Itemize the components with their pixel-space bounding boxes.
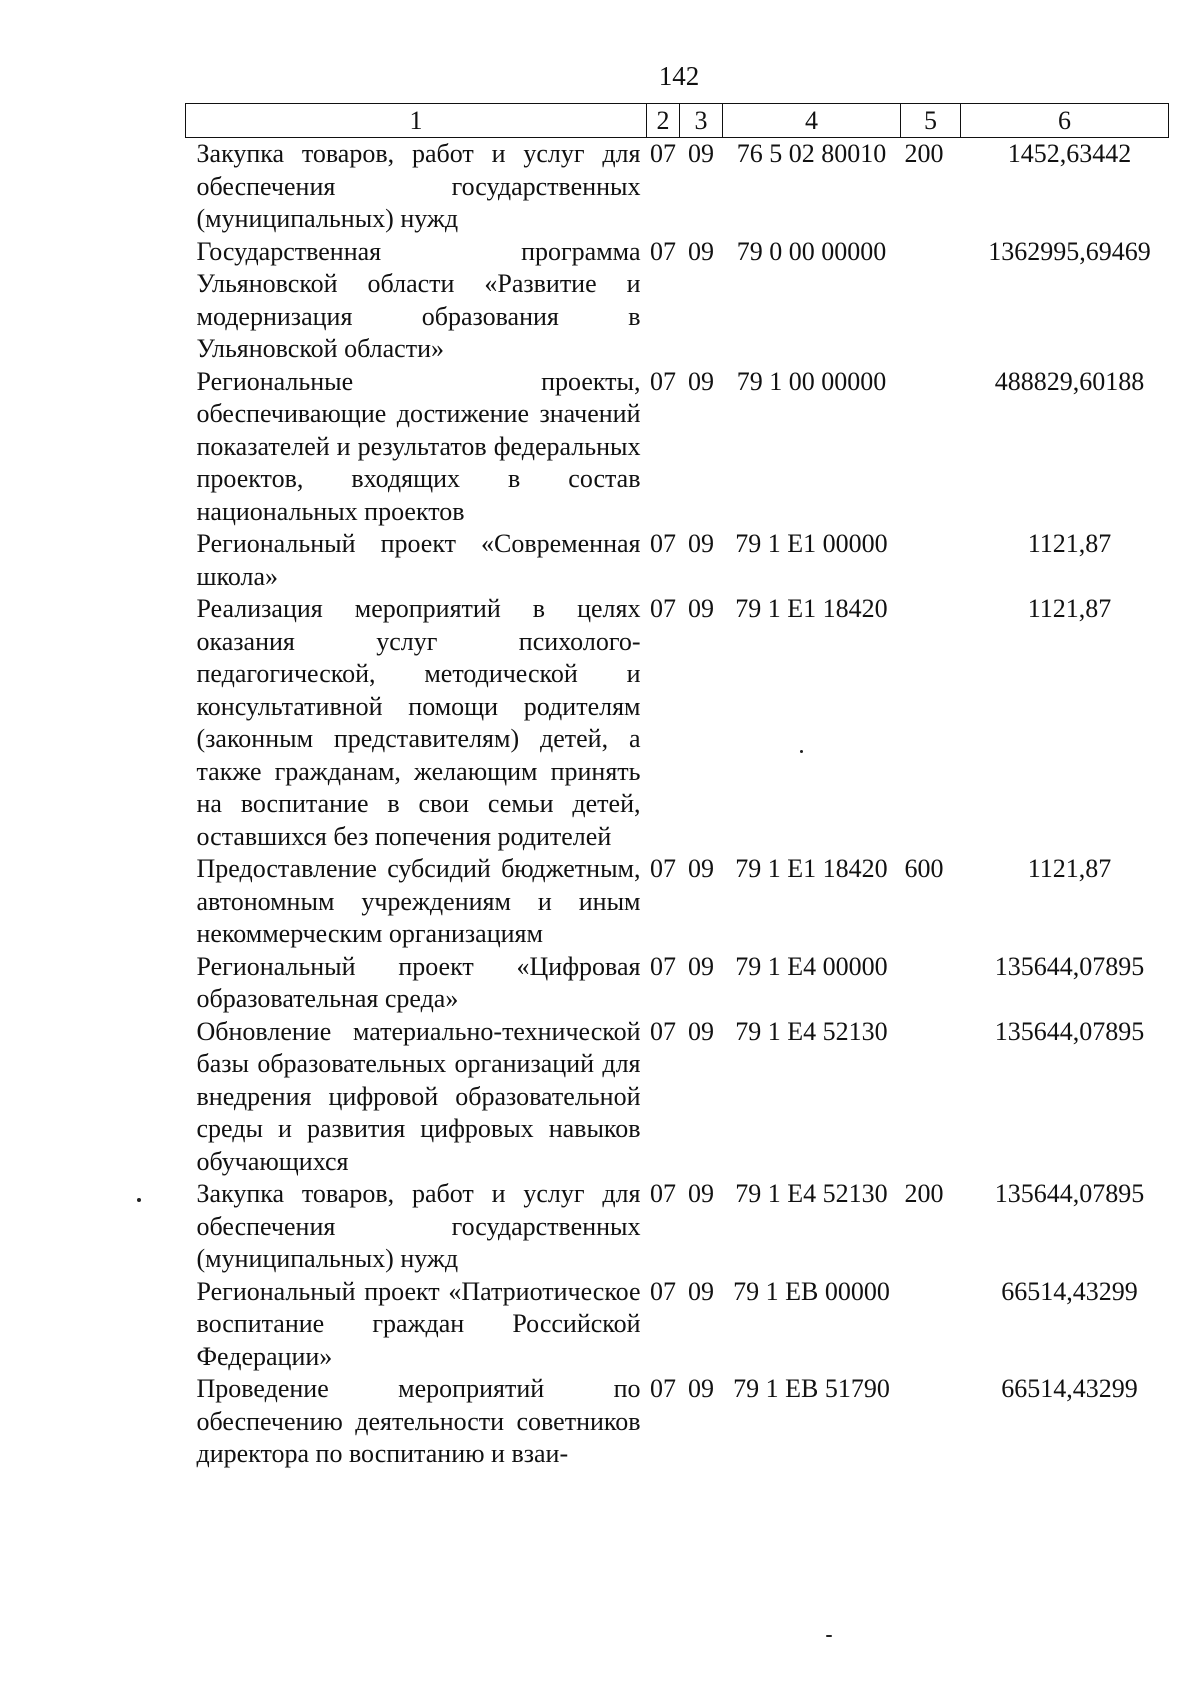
- row-amount: 1121,87: [1027, 594, 1112, 623]
- row-subsection: 09: [688, 529, 714, 558]
- row-amount: 135644,07895: [994, 951, 1145, 981]
- row-subsection: 09: [688, 594, 714, 623]
- row-subsection: 09: [688, 1016, 714, 1046]
- row-subsection: 09: [688, 1276, 714, 1306]
- table-row: [186, 853, 1169, 951]
- row-name: Закупка товаров, работ и услуг для обеспечения государственных (муниципальных) нужд: [196, 139, 641, 233]
- row-section: 07: [650, 854, 676, 883]
- row-target-code: 79 1 00 00000: [736, 366, 887, 396]
- row-expense-type: [901, 236, 961, 366]
- row-amount: 1452,63442: [1007, 139, 1132, 168]
- row-amount: 135644,07895: [994, 1016, 1145, 1046]
- row-target-code: 79 0 00 00000: [736, 236, 887, 266]
- row-subsection: 09: [688, 951, 714, 981]
- column-header-target-code: 4: [723, 104, 901, 138]
- row-amount: 488829,60188: [994, 366, 1145, 396]
- row-expense-type: [901, 366, 961, 529]
- row-expense-type: 600: [904, 854, 944, 883]
- row-amount: 1121,87: [1027, 854, 1112, 883]
- row-subsection: 09: [688, 139, 714, 168]
- column-header-subsection: 3: [680, 104, 723, 138]
- row-name: Закупка товаров, работ и услуг для обеспечения государственных (муниципальных) нужд: [196, 1179, 641, 1273]
- row-target-code: 79 1 E1 00000: [735, 529, 888, 558]
- column-number-row: [186, 104, 1169, 138]
- budget-table: [185, 103, 1169, 1471]
- row-subsection: 09: [688, 366, 714, 396]
- table-row: [186, 138, 1169, 236]
- scan-speck: [137, 1198, 141, 1202]
- row-amount: 1362995,69469: [988, 236, 1151, 266]
- row-section: 07: [650, 139, 676, 168]
- row-amount: 66514,43299: [1001, 1374, 1138, 1403]
- table-header: [186, 104, 1169, 138]
- row-section: 07: [650, 1374, 676, 1403]
- row-target-code: 79 1 EB 00000: [733, 1276, 890, 1306]
- table-row: [186, 236, 1169, 366]
- row-amount: 1121,87: [1027, 529, 1112, 558]
- row-target-code: 79 1 E4 00000: [735, 951, 888, 981]
- column-header-amount: 6: [961, 104, 1169, 138]
- row-section: 07: [650, 1179, 676, 1208]
- row-name: Региональный проект «Современная школа»: [196, 529, 641, 591]
- row-expense-type: [901, 593, 961, 853]
- row-target-code: 79 1 E1 18420: [735, 594, 888, 623]
- row-name: Региональный проект «Цифровая образовательная среда»: [196, 951, 641, 1013]
- row-target-code: 79 1 E1 18420: [735, 854, 888, 883]
- row-name: Предоставление субсидий бюджетным, автономным учреждениям и иным некоммерческим организациям: [196, 854, 641, 948]
- row-amount: 66514,43299: [1001, 1276, 1138, 1306]
- table-row: [186, 528, 1169, 593]
- row-name: Проведение мероприятий по обеспечению деятельности советников директора по воспитанию и взаи-: [196, 1374, 641, 1468]
- row-subsection: 09: [688, 854, 714, 883]
- column-header-section: 2: [647, 104, 680, 138]
- row-section: 07: [650, 1016, 676, 1046]
- row-section: 07: [650, 366, 676, 396]
- row-expense-type: 200: [904, 139, 944, 168]
- table-row: [186, 1276, 1169, 1374]
- column-header-expense-type: 5: [901, 104, 961, 138]
- table-row: [186, 1373, 1169, 1471]
- row-section: 07: [650, 236, 676, 266]
- row-name: Реализация мероприятий в целях оказания услуг психолого-педагогической, методической и консультативной помощи родителям (законным представителям) детей, а также гражданам, желающим принять на воспитание в свои семьи детей, оставшихся без попечения родителей: [196, 594, 641, 851]
- row-expense-type: [901, 1276, 961, 1374]
- row-expense-type: 200: [904, 1179, 944, 1208]
- table-row: [186, 951, 1169, 1016]
- column-header-name: 1: [186, 104, 647, 138]
- row-subsection: 09: [688, 1179, 714, 1208]
- row-subsection: 09: [688, 236, 714, 266]
- row-target-code: 76 5 02 80010: [736, 139, 887, 168]
- row-expense-type: [901, 1373, 961, 1471]
- row-expense-type: [901, 951, 961, 1016]
- row-expense-type: [901, 528, 961, 593]
- table-row: [186, 1016, 1169, 1179]
- table-row: [186, 1178, 1169, 1276]
- row-subsection: 09: [688, 1374, 714, 1403]
- row-section: 07: [650, 529, 676, 558]
- row-expense-type: [901, 1016, 961, 1179]
- row-amount: 135644,07895: [994, 1179, 1145, 1208]
- row-target-code: 79 1 E4 52130: [735, 1179, 888, 1208]
- scan-speck: [826, 1635, 832, 1637]
- page-number: 142: [658, 61, 700, 91]
- scan-speck: [800, 750, 803, 753]
- row-name: Региональные проекты, обеспечивающие достижение значений показателей и результатов федеральных проектов, входящих в состав национальных проектов: [196, 366, 641, 526]
- row-name: Государственная программа Ульяновской области «Развитие и модернизация образования в Ульяновской области»: [196, 236, 641, 363]
- row-name: Региональный проект «Патриотическое воспитание граждан Российской Федерации»: [196, 1276, 641, 1371]
- table-row: [186, 593, 1169, 853]
- row-name: Обновление материально-технической базы образовательных организаций для внедрения цифровой образовательной среды и развития цифровых навыков обучающихся: [196, 1016, 641, 1176]
- row-section: 07: [650, 594, 676, 623]
- row-section: 07: [650, 951, 676, 981]
- row-target-code: 79 1 EB 51790: [733, 1374, 890, 1403]
- table-row: [186, 366, 1169, 529]
- row-target-code: 79 1 E4 52130: [735, 1016, 888, 1046]
- row-section: 07: [650, 1276, 676, 1306]
